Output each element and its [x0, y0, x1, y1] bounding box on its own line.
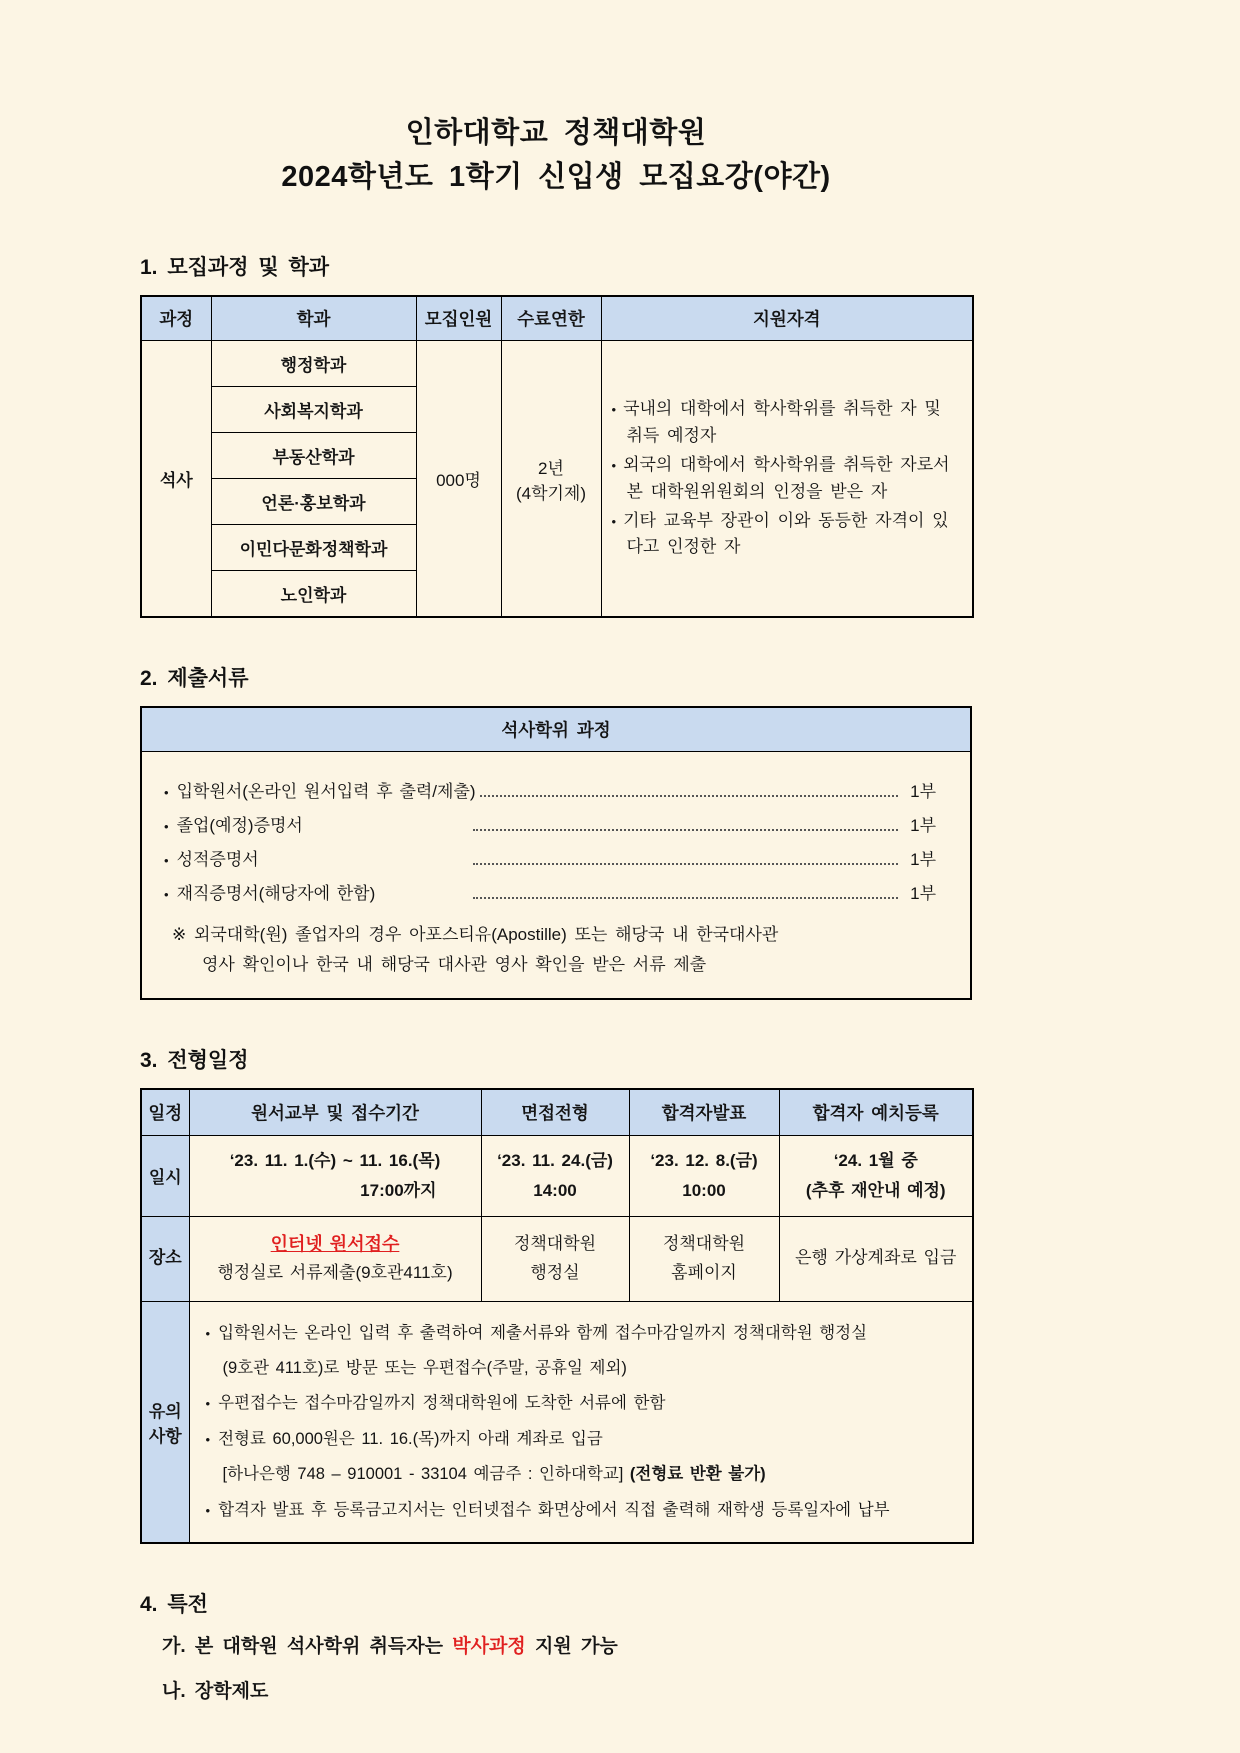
document-item — [162, 879, 950, 904]
col-header-schedule: 일정 — [141, 1089, 189, 1136]
col-header-application-period: 원서교부 및 접수기간 — [189, 1089, 481, 1136]
document-count: 1부 — [910, 850, 936, 869]
document-label: • 졸업(예정)증명서 — [176, 816, 303, 835]
row-label-notes — [141, 1301, 189, 1543]
schedule-place-row — [141, 1216, 973, 1301]
row-label-place: 장소 — [141, 1216, 189, 1301]
deposit-place-cell: 은행 가상계좌로 입금 — [779, 1216, 973, 1301]
documents-header: 석사학위 과정 — [141, 707, 971, 752]
schedule-notes-row — [141, 1301, 973, 1543]
document-item — [162, 811, 950, 836]
deposit-datetime-cell — [779, 1135, 973, 1216]
department-cell: 이민다문화정책학과 — [211, 525, 416, 571]
document-item — [162, 777, 950, 802]
qualification-item: • 외국의 대학에서 학사학위를 취득한 자로서 본 대학원위원회의 인정을 받은 자 — [612, 452, 963, 505]
note-item-continuation — [206, 1457, 961, 1492]
section-4-heading: 4. 특전 — [140, 1593, 208, 1617]
col-header-quota: 모집인원 — [416, 296, 501, 341]
dotted-leader — [473, 829, 899, 831]
col-header-department: 학과 — [211, 296, 416, 341]
quota-cell: 000명 — [416, 341, 501, 618]
interview-datetime-cell — [481, 1135, 629, 1216]
note-item: • 전형료 60,000원은 11. 16.(목)까지 아래 계좌로 입금 — [206, 1422, 961, 1457]
duration-line-2: (4학기제) — [515, 483, 587, 503]
bank-account-text: [하나은행 748 – 910001 - 33104 예금주 : 인하대학교] — [222, 1465, 630, 1484]
section-3-heading: 3. 전형일정 — [140, 1048, 249, 1072]
col-header-interview: 면접전형 — [481, 1089, 629, 1136]
document-label: • 재직증명서(해당자에 한함) — [176, 884, 376, 903]
perk-a-prefix: 가. 본 대학원 석사학위 취득자는 — [162, 1636, 453, 1658]
col-header-qualification: 지원자격 — [601, 296, 973, 341]
recruitment-header-row — [141, 296, 973, 341]
section-2-heading: 2. 제출서류 — [140, 667, 249, 690]
col-header-course: 과정 — [141, 296, 211, 341]
title-line-1: 인하대학교 정책대학원 — [405, 117, 707, 149]
apostille-note — [162, 920, 950, 980]
note-item-continuation: (9호관 411호)로 방문 또는 우편접수(주말, 공휴일 제외) — [222, 1358, 627, 1377]
announcement-place-line-2: 홈페이지 — [671, 1262, 737, 1282]
document-item — [162, 845, 950, 870]
documents-header-row — [141, 707, 971, 752]
doctoral-course-highlight: 박사과정 — [452, 1636, 526, 1658]
documents-table — [140, 706, 972, 1000]
section-1-heading: 1. 모집과정 및 학과 — [140, 256, 330, 279]
documents-list-cell — [141, 752, 971, 999]
application-period: ‘23. 11. 1.(수) ~ 11. 16.(목) — [229, 1150, 441, 1170]
application-place-sub: 행정실로 서류제출(9호관411호) — [217, 1263, 453, 1283]
document-count: 1부 — [910, 884, 936, 903]
qualification-item: • 기타 교육부 장관이 이와 동등한 자격이 있다고 인정한 자 — [612, 508, 963, 561]
internet-application-text: 인터넷 원서접수 — [270, 1233, 400, 1254]
apostille-note-line-2: 영사 확인이나 한국 내 해당국 대사관 영사 확인을 받은 서류 제출 — [202, 954, 707, 974]
recruitment-table — [140, 295, 974, 618]
deposit-note: (추후 재안내 예정) — [805, 1180, 946, 1200]
announcement-datetime-cell — [629, 1135, 779, 1216]
duration-cell — [501, 341, 601, 618]
fee-nonrefundable-text: (전형료 반환 불가) — [629, 1465, 766, 1484]
perk-a-suffix: 지원 가능 — [525, 1636, 618, 1658]
notes-label-line-1: 유의 — [148, 1401, 182, 1421]
course-cell: 석사 — [141, 341, 211, 618]
qualification-item: • 국내의 대학에서 학사학위를 취득한 자 및 취득 예정자 — [612, 396, 963, 449]
document-count: 1부 — [910, 782, 936, 801]
apostille-note-line-1: ※ 외국대학(원) 졸업자의 경우 아포스티유(Apostille) 또는 해당국 내 한국대사관 — [172, 925, 779, 944]
interview-place-line-2: 행정실 — [530, 1262, 580, 1282]
schedule-header-row — [141, 1089, 973, 1136]
application-datetime-cell — [189, 1135, 481, 1216]
interview-time: 14:00 — [533, 1180, 577, 1200]
col-header-announcement: 합격자발표 — [629, 1089, 779, 1136]
department-cell: 사회복지학과 — [211, 387, 416, 433]
announcement-place-line-1: 정책대학원 — [662, 1233, 746, 1253]
document-title — [140, 112, 972, 199]
qualifications-cell — [601, 341, 973, 618]
announcement-place-cell — [629, 1216, 779, 1301]
interview-place-cell — [481, 1216, 629, 1301]
department-cell: 부동산학과 — [211, 433, 416, 479]
table-row — [141, 341, 973, 387]
department-cell: 노인학과 — [211, 571, 416, 618]
notes-cell — [189, 1301, 973, 1543]
schedule-datetime-row — [141, 1135, 973, 1216]
dotted-leader — [473, 897, 899, 899]
col-header-duration: 수료연한 — [501, 296, 601, 341]
announcement-time: 10:00 — [682, 1180, 726, 1200]
document-count: 1부 — [910, 816, 936, 835]
announcement-date: ‘23. 12. 8.(금) — [650, 1150, 758, 1170]
title-line-2: 2024학년도 1학기 신입생 모집요강(야간) — [281, 160, 831, 193]
duration-line-1: 2년 — [538, 458, 564, 478]
document-label: • 성적증명서 — [176, 850, 259, 869]
note-item: • 입학원서는 온라인 입력 후 출력하여 제출서류와 함께 접수마감일까지 정책대학원 행정실 — [206, 1316, 961, 1351]
row-label-datetime: 일시 — [141, 1135, 189, 1216]
col-header-deposit: 합격자 예치등록 — [779, 1089, 973, 1136]
document-label: • 입학원서(온라인 원서입력 후 출력/제출) — [176, 782, 476, 801]
application-deadline-time: 17:00까지 — [360, 1180, 437, 1200]
dotted-leader — [480, 795, 899, 797]
interview-date: ‘23. 11. 24.(금) — [497, 1150, 613, 1170]
schedule-table — [140, 1088, 974, 1545]
notes-label-line-2: 사항 — [148, 1426, 182, 1446]
department-cell: 행정학과 — [211, 341, 416, 387]
department-cell: 언론·홍보학과 — [211, 479, 416, 525]
application-place-cell — [189, 1216, 481, 1301]
note-item: • 합격자 발표 후 등록금고지서는 인터넷접수 화면상에서 직접 출력해 재학생 등록일자에 납부 — [206, 1493, 961, 1528]
table-row — [141, 752, 971, 999]
perk-item-a — [162, 1632, 972, 1662]
perk-item-b: 나. 장학제도 — [162, 1680, 269, 1702]
interview-place-line-1: 정책대학원 — [513, 1233, 597, 1253]
deposit-date: ‘24. 1월 중 — [833, 1150, 918, 1170]
dotted-leader — [473, 863, 899, 865]
note-item: • 우편접수는 접수마감일까지 정책대학원에 도착한 서류에 한함 — [206, 1386, 961, 1421]
